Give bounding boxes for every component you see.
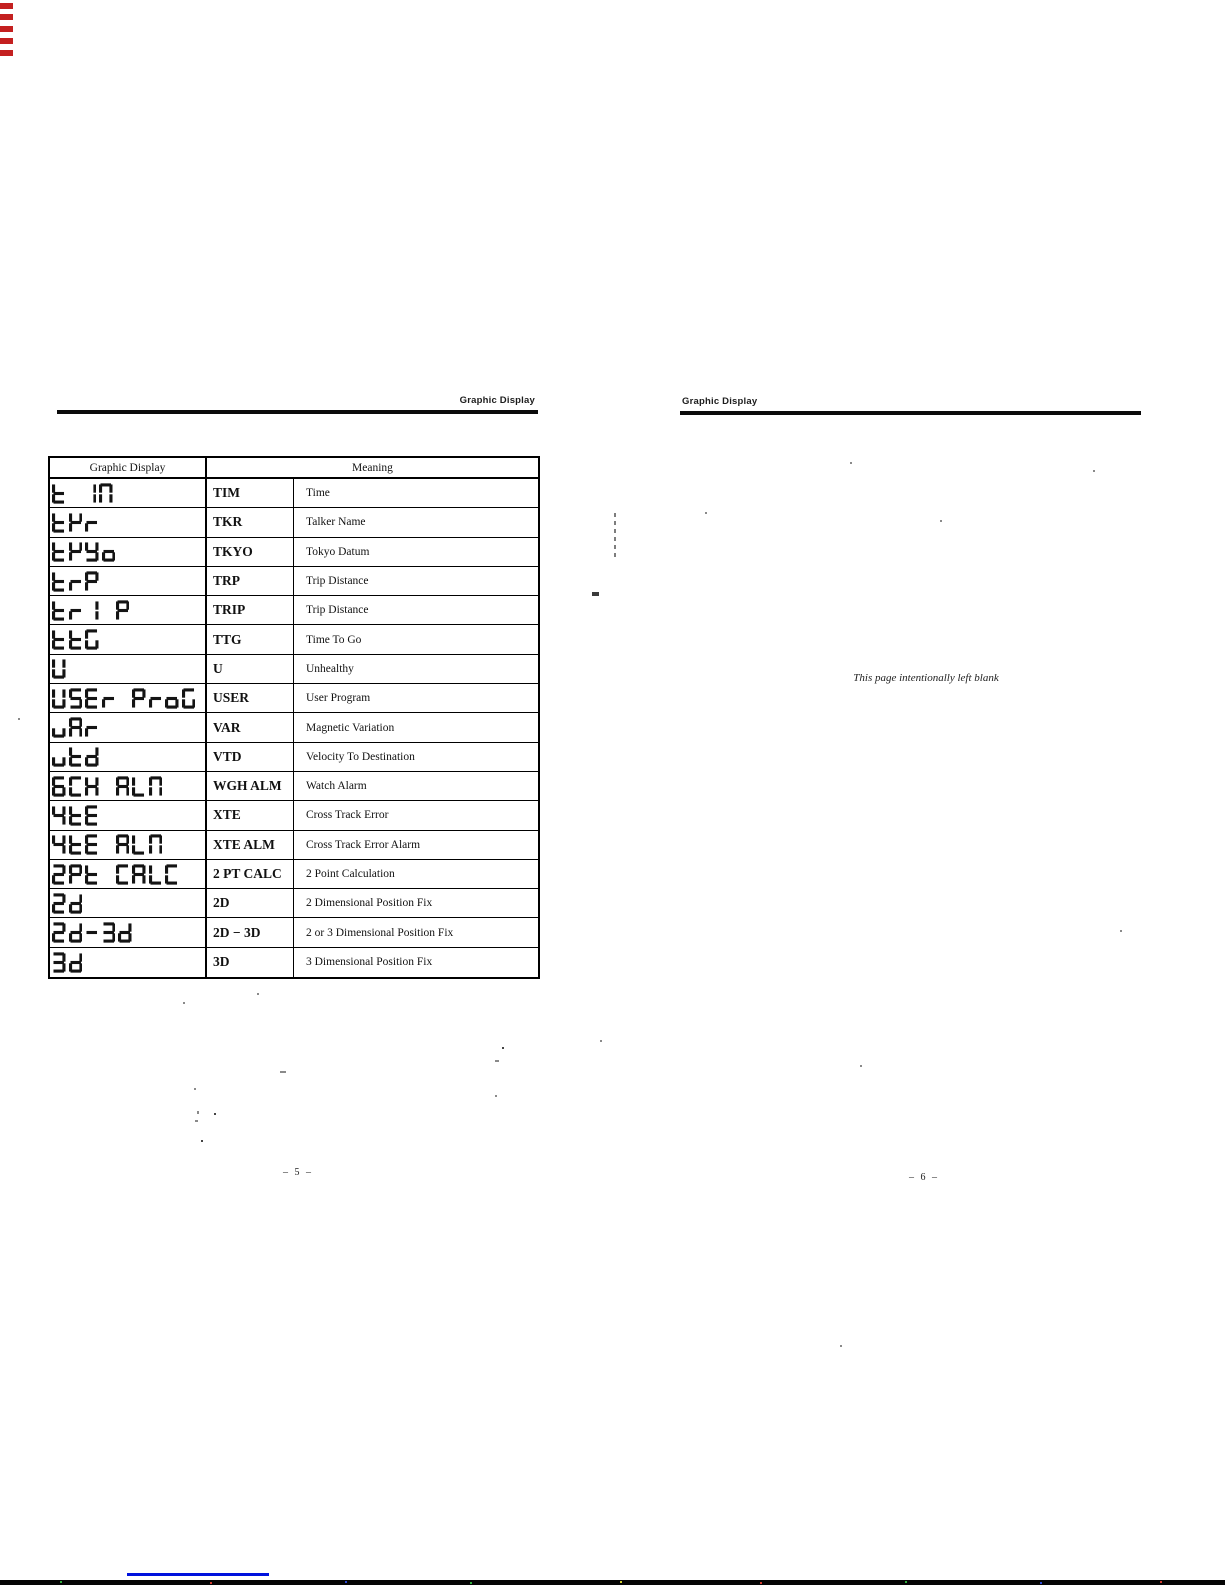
seven-segment-glyph bbox=[165, 864, 179, 885]
column-header-meaning: Meaning bbox=[352, 461, 393, 474]
graphic-display-cell bbox=[50, 479, 207, 507]
seven-segment-glyph bbox=[116, 834, 130, 855]
right-header-rule bbox=[680, 411, 1141, 415]
meaning-cell: Time To Go bbox=[306, 633, 362, 646]
meaning-cell: Trip Distance bbox=[306, 604, 369, 617]
seven-segment-glyph bbox=[69, 834, 83, 855]
seven-segment-glyph bbox=[52, 864, 66, 885]
seven-segment-glyph bbox=[116, 864, 130, 885]
seven-segment-glyph bbox=[69, 688, 83, 709]
abbreviation-cell: TKR bbox=[207, 508, 294, 536]
graphic-display-cell bbox=[50, 889, 207, 917]
left-running-header: Graphic Display bbox=[459, 395, 535, 406]
seven-segment-glyph bbox=[52, 952, 66, 973]
graphic-display-cell bbox=[50, 948, 207, 977]
meaning-cell: Magnetic Variation bbox=[306, 721, 395, 734]
meaning-cell: Unhealthy bbox=[306, 662, 354, 675]
scan-edge-bar bbox=[0, 1580, 1225, 1585]
meaning-cell: Time bbox=[306, 487, 330, 500]
seven-segment-glyph bbox=[52, 746, 66, 767]
seven-segment-glyph bbox=[132, 864, 146, 885]
meaning-cell: User Program bbox=[306, 692, 371, 705]
abbreviation-cell: TRP bbox=[207, 567, 294, 595]
table-row bbox=[50, 684, 538, 713]
seven-segment-glyph bbox=[85, 688, 99, 709]
seven-segment-glyph bbox=[69, 776, 83, 797]
seven-segment-glyph bbox=[52, 688, 66, 709]
graphic-display-cell bbox=[50, 625, 207, 653]
abbreviation-cell: 2D bbox=[207, 889, 294, 917]
seven-segment-glyph bbox=[102, 688, 116, 709]
seven-segment-glyph bbox=[85, 922, 99, 943]
seven-segment-glyph bbox=[85, 600, 99, 621]
meaning-cell: 2 or 3 Dimensional Position Fix bbox=[306, 926, 454, 939]
seven-segment-glyph bbox=[52, 805, 66, 826]
abbreviation-cell: TKYO bbox=[207, 538, 294, 566]
left-page-number: – 5 – bbox=[283, 1167, 311, 1178]
seven-segment-glyph bbox=[69, 952, 83, 973]
seven-segment-glyph bbox=[85, 805, 99, 826]
meaning-cell: Talker Name bbox=[306, 516, 366, 529]
seven-segment-glyph bbox=[52, 717, 66, 738]
seven-segment-glyph bbox=[52, 600, 66, 621]
seven-segment-space bbox=[102, 864, 113, 885]
seven-segment-space bbox=[69, 483, 80, 504]
seven-segment-glyph bbox=[69, 746, 83, 767]
seven-segment-glyph bbox=[85, 571, 99, 592]
seven-segment-glyph bbox=[52, 483, 66, 504]
abbreviation-cell: 2D − 3D bbox=[207, 918, 294, 946]
left-header-rule bbox=[57, 410, 538, 414]
graphic-display-cell bbox=[50, 596, 207, 624]
seven-segment-glyph bbox=[69, 571, 83, 592]
seven-segment-glyph bbox=[52, 776, 66, 797]
seven-segment-glyph bbox=[85, 629, 99, 650]
seven-segment-glyph bbox=[52, 512, 66, 533]
graphic-display-cell bbox=[50, 684, 207, 712]
table-row bbox=[50, 538, 538, 567]
seven-segment-glyph bbox=[52, 658, 66, 679]
seven-segment-glyph bbox=[85, 834, 99, 855]
seven-segment-glyph bbox=[118, 922, 132, 943]
graphic-display-cell bbox=[50, 860, 207, 888]
seven-segment-glyph bbox=[116, 776, 130, 797]
seven-segment-glyph bbox=[69, 922, 83, 943]
seven-segment-glyph bbox=[52, 893, 66, 914]
seven-segment-glyph bbox=[85, 746, 99, 767]
table-row bbox=[50, 743, 538, 772]
meaning-cell: Cross Track Error Alarm bbox=[306, 838, 421, 851]
meaning-cell: 3 Dimensional Position Fix bbox=[306, 956, 433, 969]
seven-segment-glyph bbox=[69, 629, 83, 650]
seven-segment-glyph bbox=[85, 864, 99, 885]
abbreviation-cell: U bbox=[207, 655, 294, 683]
seven-segment-glyph bbox=[52, 834, 66, 855]
graphic-display-cell bbox=[50, 538, 207, 566]
meaning-cell: Cross Track Error bbox=[306, 809, 389, 822]
table-body bbox=[50, 479, 538, 977]
table-row bbox=[50, 948, 538, 977]
seven-segment-glyph bbox=[69, 864, 83, 885]
right-page-number: – 6 – bbox=[909, 1172, 937, 1183]
table-row bbox=[50, 831, 538, 860]
abbreviation-cell: XTE ALM bbox=[207, 831, 294, 859]
table-row bbox=[50, 655, 538, 684]
table-row bbox=[50, 713, 538, 742]
graphic-display-cell bbox=[50, 508, 207, 536]
table-header-row bbox=[50, 458, 538, 479]
abbreviation-cell: USER bbox=[207, 684, 294, 712]
graphic-display-table bbox=[48, 456, 540, 979]
column-header-graphic-display: Graphic Display bbox=[50, 458, 207, 477]
graphic-display-cell bbox=[50, 772, 207, 800]
table-row bbox=[50, 772, 538, 801]
table-row bbox=[50, 918, 538, 947]
seven-segment-glyph bbox=[52, 541, 66, 562]
abbreviation-cell: 3D bbox=[207, 948, 294, 977]
meaning-cell: Velocity To Destination bbox=[306, 750, 415, 763]
seven-segment-glyph bbox=[149, 864, 163, 885]
graphic-display-cell bbox=[50, 713, 207, 741]
seven-segment-glyph bbox=[52, 922, 66, 943]
seven-segment-glyph bbox=[69, 893, 83, 914]
seven-segment-glyph bbox=[99, 483, 113, 504]
seven-segment-glyph bbox=[85, 541, 99, 562]
abbreviation-cell: TIM bbox=[207, 479, 294, 507]
seven-segment-glyph bbox=[132, 834, 146, 855]
abbreviation-cell: VTD bbox=[207, 743, 294, 771]
seven-segment-glyph bbox=[149, 688, 163, 709]
seven-segment-glyph bbox=[182, 688, 196, 709]
table-row bbox=[50, 479, 538, 508]
meaning-cell: 2 Dimensional Position Fix bbox=[306, 897, 433, 910]
seven-segment-glyph bbox=[85, 776, 99, 797]
table-row bbox=[50, 889, 538, 918]
graphic-display-cell bbox=[50, 655, 207, 683]
graphic-display-cell bbox=[50, 567, 207, 595]
seven-segment-glyph bbox=[149, 834, 163, 855]
seven-segment-glyph bbox=[52, 571, 66, 592]
table-row bbox=[50, 801, 538, 830]
table-row bbox=[50, 625, 538, 654]
seven-segment-glyph bbox=[69, 600, 83, 621]
blank-page-text: This page intentionally left blank bbox=[853, 672, 999, 684]
table-row bbox=[50, 567, 538, 596]
seven-segment-glyph bbox=[69, 512, 83, 533]
seven-segment-glyph bbox=[102, 922, 116, 943]
graphic-display-cell bbox=[50, 801, 207, 829]
meaning-cell: Tokyo Datum bbox=[306, 545, 370, 558]
seven-segment-glyph bbox=[85, 512, 99, 533]
seven-segment-glyph bbox=[116, 600, 130, 621]
seven-segment-glyph bbox=[132, 688, 146, 709]
seven-segment-glyph bbox=[69, 717, 83, 738]
seven-segment-glyph bbox=[149, 776, 163, 797]
graphic-display-cell bbox=[50, 831, 207, 859]
seven-segment-space bbox=[102, 600, 113, 621]
scan-artifact-blue-line bbox=[127, 1573, 269, 1576]
seven-segment-glyph bbox=[69, 805, 83, 826]
seven-segment-glyph bbox=[83, 483, 97, 504]
seven-segment-glyph bbox=[69, 541, 83, 562]
seven-segment-glyph bbox=[165, 688, 179, 709]
seven-segment-space bbox=[118, 688, 129, 709]
abbreviation-cell: VAR bbox=[207, 713, 294, 741]
graphic-display-cell bbox=[50, 743, 207, 771]
seven-segment-space bbox=[102, 776, 113, 797]
abbreviation-cell: XTE bbox=[207, 801, 294, 829]
seven-segment-space bbox=[102, 834, 113, 855]
abbreviation-cell: TRIP bbox=[207, 596, 294, 624]
seven-segment-glyph bbox=[102, 541, 116, 562]
meaning-cell: Watch Alarm bbox=[306, 780, 367, 793]
table-row bbox=[50, 508, 538, 537]
seven-segment-glyph bbox=[52, 629, 66, 650]
seven-segment-glyph bbox=[85, 717, 99, 738]
right-running-header: Graphic Display bbox=[682, 396, 758, 407]
table-row bbox=[50, 860, 538, 889]
meaning-cell: 2 Point Calculation bbox=[306, 868, 395, 880]
seven-segment-glyph bbox=[132, 776, 146, 797]
graphic-display-cell bbox=[50, 918, 207, 946]
abbreviation-cell: 2 PT CALC bbox=[207, 860, 294, 888]
abbreviation-cell: TTG bbox=[207, 625, 294, 653]
abbreviation-cell: WGH ALM bbox=[207, 772, 294, 800]
meaning-cell: Trip Distance bbox=[306, 575, 369, 588]
table-row bbox=[50, 596, 538, 625]
